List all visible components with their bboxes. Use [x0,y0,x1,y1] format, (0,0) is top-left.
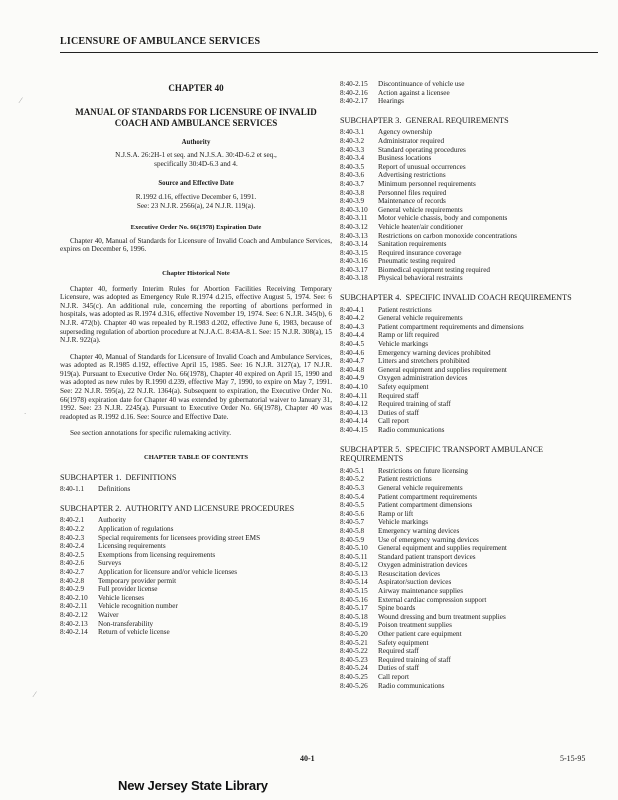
toc-section-row [340,314,602,323]
section-number: 8:40-5.5 [340,501,365,510]
subchapter-title: AUTHORITY AND LICENSURE PROCEDURES [125,503,295,513]
section-title: Call report [378,673,409,681]
toc-section-row [60,551,332,560]
toc-section-row [340,587,602,596]
section-number: 8:40-3.11 [340,214,368,223]
header-rule [60,52,598,53]
toc-section-row [340,484,602,493]
section-number: 8:40-5.9 [340,535,365,544]
section-number: 8:40-5.21 [340,638,368,647]
source-line-2: See: 23 N.J.R. 2566(a), 24 N.J.R. 119(a). [136,201,256,210]
section-number: 8:40-3.7 [340,179,365,188]
toc-section-row [340,510,602,519]
scan-mark: ⁄ [20,96,22,105]
history-paragraph-1: Chapter 40, formerly Interim Rules for Abortion Facilities Receiving Temporary Licensure, was adopted as Emergency Rule R.1974 d.215, effective August 5, 1974. See: 6 N.J.R. 345(c). An additional rule, concerning the reporting of abortions performed in hospitals, was adopted as R.1974 d.316, effective November 19, 1974. See: 6 N.J.R. 345(b), 6 N.J.R. 472(b). Chapter 40 was repealed by R.1983 d.202, effective June 6, 1983, because of superseding regulation of abortion procedure at N.J.A.C. 8:43A-8.1. See: 15 N.J.R. 308(a), 15 N.J.R. 922(a). [60,284,332,345]
section-number: 8:40-3.6 [340,171,365,180]
toc-section-row [340,306,602,315]
section-number: 8:40-3.9 [340,197,365,206]
section-number: 8:40-4.13 [340,408,368,417]
section-number: 8:40-5.12 [340,561,368,570]
section-number: 8:40-2.8 [60,576,85,585]
toc-section-row [340,647,602,656]
section-title: Patient restrictions [378,305,432,314]
section-title: Restrictions on carbon monoxide concentrations [378,231,517,240]
section-title: Poison treatment supplies [378,621,452,630]
library-stamp: New Jersey State Library [118,778,268,793]
section-number: 8:40-5.10 [340,544,368,553]
section-title: Vehicle markings [378,518,429,527]
section-title: Patient compartment requirements and dimensions [378,322,524,331]
page-number: 40-1 [300,754,315,763]
section-number: 8:40-3.13 [340,231,368,240]
section-number: 8:40-3.17 [340,265,368,274]
toc-left [60,473,332,637]
subchapter-label: SUBCHAPTER 4. [340,293,402,303]
section-title: Patient compartment requirements [378,492,477,501]
section-title: Radio communications [378,425,445,434]
section-number: 8:40-5.11 [340,552,368,561]
toc-section-row [340,97,602,106]
section-title: Required training of staff [378,655,451,664]
section-number: 8:40-3.1 [340,128,365,137]
section-number: 8:40-4.12 [340,400,368,409]
section-number: 8:40-4.3 [340,322,365,331]
toc-section-row [340,80,602,89]
toc-section-row [340,417,602,426]
section-number: 8:40-5.17 [340,604,368,613]
toc-section-row [60,577,332,586]
source-line-1: R.1992 d.16, effective December 6, 1991. [135,192,257,201]
toc-section-row [340,214,602,223]
toc-section-row [340,639,602,648]
section-title: Airway maintenance supplies [378,587,464,596]
section-number: 8:40-2.16 [340,88,368,97]
section-number: 8:40-4.4 [340,331,365,340]
toc-section-row [340,257,602,266]
toc-section-row [340,340,602,349]
section-number: 8:40-4.2 [340,314,365,323]
section-title: Aspirator/suction devices [378,578,452,587]
section-title: Emergency warning devices prohibited [378,348,491,357]
toc-section-row [340,664,602,673]
section-title: Required staff [378,391,419,400]
toc-section-row [340,163,602,172]
section-title: Restrictions on future licensing [378,466,469,475]
section-title: Vehicle markings [378,340,429,349]
section-title: Action against a licensee [378,88,450,97]
section-title: General vehicle requirements [378,483,463,492]
section-title: Waiver [98,610,119,619]
toc-section-row [340,274,602,283]
toc-section-row [340,392,602,401]
toc-section-row [340,400,602,409]
toc-section-row [340,621,602,630]
section-number: 8:40-4.6 [340,348,365,357]
section-number: 8:40-5.1 [340,466,365,475]
toc-section-row [340,596,602,605]
toc-section-row [60,525,332,534]
section-title: Report of unusual occurrences [378,162,466,171]
left-column [60,80,332,637]
section-title: Biomedical equipment testing required [378,265,490,274]
section-number: 8:40-5.23 [340,655,368,664]
source-heading: Source and Effective Date [158,180,234,188]
section-title: Application of regulations [98,525,174,533]
toc-section-row [340,189,602,198]
toc-section-row [340,570,602,579]
authority-heading: Authority [181,138,211,146]
section-title: Duties of staff [378,664,419,673]
section-number: 8:40-5.26 [340,681,368,690]
toc-section-row [340,323,602,332]
section-number: 8:40-4.1 [340,305,365,314]
section-title: Safety equipment [378,383,429,391]
section-number: 8:40-4.15 [340,425,368,434]
section-number: 8:40-3.5 [340,162,365,171]
section-title: General vehicle requirements [378,314,463,323]
section-title: Required staff [378,647,419,656]
section-title: Radio communications [378,681,445,690]
toc-section-row [340,206,602,215]
section-number: 8:40-5.4 [340,492,365,501]
toc-section-row [60,542,332,551]
toc-section-row [340,493,602,502]
section-number: 8:40-3.10 [340,205,368,214]
section-title: Required training of staff [378,400,451,409]
toc-section-row [340,223,602,232]
section-number: 8:40-2.12 [60,610,88,619]
expiration-text: Chapter 40, Manual of Standards for Licensure of Invalid Coach and Ambulance Services, expires on December 6, 1996. [60,236,332,254]
section-title: Hearings [378,97,404,106]
section-title: Surveys [98,559,122,568]
subchapter-title: DEFINITIONS [125,472,177,482]
toc-section-row [340,518,602,527]
subchapter-title: SPECIFIC TRANSPORT AMBULANCE REQUIREMENTS [340,444,544,464]
section-title: Vehicle heater/air conditioner [378,222,464,231]
section-number: 8:40-5.2 [340,475,365,484]
subchapter-label: SUBCHAPTER 2. [60,503,122,513]
toc-section-row [340,467,602,476]
section-number: 8:40-5.18 [340,612,368,621]
section-title: Required insurance coverage [378,248,462,257]
section-number: 8:40-3.18 [340,274,368,283]
section-title: Sanitation requirements [378,240,447,249]
section-title: Minimum personnel requirements [378,179,476,188]
section-title: Standard operating procedures [378,145,466,154]
section-number: 8:40-1.1 [60,485,85,494]
toc-section-row [60,516,332,525]
section-number: 8:40-3.14 [340,240,368,249]
section-title: Oxygen administration devices [378,374,468,383]
section-number: 8:40-5.24 [340,664,368,673]
section-number: 8:40-4.8 [340,365,365,374]
toc-section-row [340,536,602,545]
toc-section-row [60,628,332,637]
toc-section-row [340,561,602,570]
section-number: 8:40-5.7 [340,518,365,527]
section-title: Use of emergency warning devices [378,535,479,544]
scan-mark: ⁄ [34,690,36,699]
toc-section-row [340,578,602,587]
toc-section-row [340,137,602,146]
section-title: Return of vehicle license [98,628,170,637]
section-title: Duties of staff [378,408,419,417]
subchapter-heading [60,473,332,483]
toc-section-row [340,383,602,392]
toc-section-row [340,527,602,536]
chapter-number: CHAPTER 40 [168,83,224,93]
toc-section-row [60,620,332,629]
section-title: Licensing requirements [98,542,166,551]
section-number: 8:40-3.3 [340,145,365,154]
toc-section-row [340,673,602,682]
toc-section-row [340,630,602,639]
toc-section-row [340,604,602,613]
subchapter-label: SUBCHAPTER 3. [340,115,402,125]
toc-section-row [340,154,602,163]
section-number: 8:40-2.4 [60,542,85,551]
section-number: 8:40-5.3 [340,483,365,492]
toc-right [340,80,602,690]
revision-date: 5-15-95 [560,754,586,763]
section-title: Administrator required [378,136,445,145]
toc-section-row [340,128,602,137]
section-title: Patient compartment dimensions [378,501,473,510]
toc-section-row [340,656,602,665]
section-number: 8:40-2.6 [60,559,85,568]
scan-mark: ˑ [24,410,27,419]
section-title: Pneumatic testing required [378,257,456,266]
toc-section-row [340,501,602,510]
section-number: 8:40-5.20 [340,630,368,639]
section-title: Resuscitation devices [378,569,441,578]
section-number: 8:40-4.5 [340,340,365,349]
section-number: 8:40-2.14 [60,628,88,637]
section-number: 8:40-3.4 [340,154,365,163]
section-title: Spine boards [378,604,416,613]
section-title: Non-transferability [98,619,154,628]
section-title: Vehicle licenses [98,593,145,602]
section-number: 8:40-2.10 [60,593,88,602]
toc-section-row [340,357,602,366]
section-number: 8:40-5.16 [340,595,368,604]
subchapter-title: SPECIFIC INVALID COACH REQUIREMENTS [405,293,572,303]
section-title: Call report [378,417,409,426]
toc-section-row [60,594,332,603]
section-title: Special requirements for licensees providing street EMS [98,533,261,542]
section-number: 8:40-3.8 [340,188,365,197]
history-paragraph-3: See section annotations for specific rulemaking activity. [70,429,232,438]
section-title: Maintenance of records [378,197,446,206]
section-number: 8:40-4.10 [340,383,368,391]
section-number: 8:40-5.22 [340,647,368,656]
toc-section-row [60,611,332,620]
section-title: Motor vehicle chassis, body and components [378,214,508,223]
section-number: 8:40-4.14 [340,417,368,426]
section-title: Personnel files required [378,188,447,197]
section-title: Other patient care equipment [378,630,462,639]
section-title: Application for licensure and/or vehicle licenses [98,567,238,576]
section-number: 8:40-3.2 [340,136,365,145]
section-number: 8:40-3.16 [340,257,368,266]
section-title: Discontinuance of vehicle use [378,80,465,88]
section-title: General vehicle requirements [378,205,463,214]
section-number: 8:40-2.1 [60,516,85,525]
chapter-title: MANUAL OF STANDARDS FOR LICENSURE OF INVALID COACH AND AMBULANCE SERVICES [75,106,317,128]
toc-section-row [340,249,602,258]
section-title: Standard patient transport devices [378,552,476,561]
toc-section-row [340,475,602,484]
section-number: 8:40-5.19 [340,621,368,630]
toc-section-row [340,197,602,206]
section-number: 8:40-3.12 [340,222,368,231]
history-paragraph-2: Chapter 40, Manual of Standards for Licensure of Invalid Coach and Ambulance Services, was adopted as R.1985 d.192, effective April 15, 1985. See: 16 N.J.R. 3127(a), 17 N.J.R. 919(a). Pursuant to Executive Order No. 66(1978), Chapter 40 expired on April 15, 1990 and was adopted as new rules by R.1990 d.239, effective May 7, 1990, to expire on May 7, 1991. See: 22 N.J.R. 595(a), 22 N.J.R. 1364(a). Subsequent to expiration, the Executive Order No. 66(1978) expiration date for Chapter 40 was extended by gubernatorial waiver to January 31, 1992. See: 23 N.J.R. 2245(a). Pursuant to Executive Order No. 66(1978), Chapter 40 was readopted as R.1992 d.16. See: Source and Effective Date. [60,352,332,421]
toc-section-row [340,89,602,98]
section-number: 8:40-2.17 [340,97,368,106]
toc-section-row [340,240,602,249]
toc-section-row [340,409,602,418]
toc-section-row [60,602,332,611]
section-number: 8:40-2.5 [60,550,85,559]
history-heading: Chapter Historical Note [162,269,230,277]
section-title: Wound dressing and burn treatment supplies [378,612,506,621]
section-number: 8:40-5.13 [340,569,368,578]
section-title: Emergency warning devices [378,526,460,535]
toc-section-row [340,146,602,155]
section-number: 8:40-2.2 [60,525,85,533]
section-number: 8:40-4.7 [340,357,365,366]
toc-section-row [340,544,602,553]
section-title: Definitions [98,485,131,494]
toc-section-row [340,180,602,189]
toc-section-row [60,485,332,494]
running-header: LICENSURE OF AMBULANCE SERVICES [60,36,261,47]
section-title: Physical behavioral restraints [378,274,463,283]
section-number: 8:40-5.15 [340,587,368,596]
section-title: General equipment and supplies requirement [378,544,507,553]
toc-section-row [340,171,602,180]
section-number: 8:40-4.9 [340,374,365,383]
toc-section-row [340,374,602,383]
section-title: Full provider license [98,585,158,594]
section-number: 8:40-2.7 [60,567,85,576]
section-number: 8:40-5.6 [340,509,365,518]
authority-text: N.J.S.A. 26:2H-1 et seq. and N.J.S.A. 30:4D-6.2 et seq., specifically 30:4D-6.3 and 4. [115,151,277,168]
section-number: 8:40-2.3 [60,533,85,542]
toc-section-row [60,559,332,568]
section-title: Ramp or lift [378,509,414,518]
section-title: Advertising restrictions [378,171,446,180]
toc-section-row [340,553,602,562]
section-number: 8:40-2.9 [60,585,85,594]
toc-heading: CHAPTER TABLE OF CONTENTS [143,454,249,462]
section-title: Litters and stretchers prohibited [378,357,470,366]
toc-section-row [340,266,602,275]
right-column [340,80,602,690]
subchapter-heading [60,504,332,514]
toc-section-row [60,585,332,594]
section-number: 8:40-5.8 [340,526,365,535]
toc-section-row [60,568,332,577]
section-number: 8:40-5.25 [340,673,368,681]
toc-section-row [60,534,332,543]
section-title: Vehicle recognition number [98,602,178,611]
toc-section-row [340,331,602,340]
section-title: Ramp or lift required [378,331,439,340]
section-title: General equipment and supplies requirement [378,365,507,374]
subchapter-heading [340,445,602,464]
subchapter-heading [340,293,602,303]
expiration-heading: Executive Order No. 66(1978) Expiration Date [130,224,262,232]
section-number: 8:40-2.15 [340,80,368,88]
section-title: Exemptions from licensing requirements [98,550,216,559]
section-number: 8:40-5.14 [340,578,368,587]
subchapter-label: SUBCHAPTER 5. [340,444,402,454]
section-number: 8:40-4.11 [340,391,368,400]
toc-section-row [340,682,602,691]
section-number: 8:40-3.15 [340,248,368,257]
section-number: 8:40-2.11 [60,602,88,611]
section-title: Authority [98,516,126,525]
subchapter-label: SUBCHAPTER 1. [60,472,122,482]
toc-section-row [340,349,602,358]
subchapter-title: GENERAL REQUIREMENTS [405,115,509,125]
section-number: 8:40-2.13 [60,619,88,628]
subchapter-heading [340,116,602,126]
section-title: External cardiac compression support [378,595,487,604]
section-title: Safety equipment [378,638,429,647]
section-title: Agency ownership [378,128,433,137]
section-title: Temporary provider permit [98,576,177,585]
section-title: Business locations [378,154,432,163]
section-title: Patient restrictions [378,475,432,484]
toc-section-row [340,232,602,241]
toc-section-row [340,613,602,622]
toc-section-row [340,426,602,435]
toc-section-row [340,366,602,375]
section-title: Oxygen administration devices [378,561,468,570]
